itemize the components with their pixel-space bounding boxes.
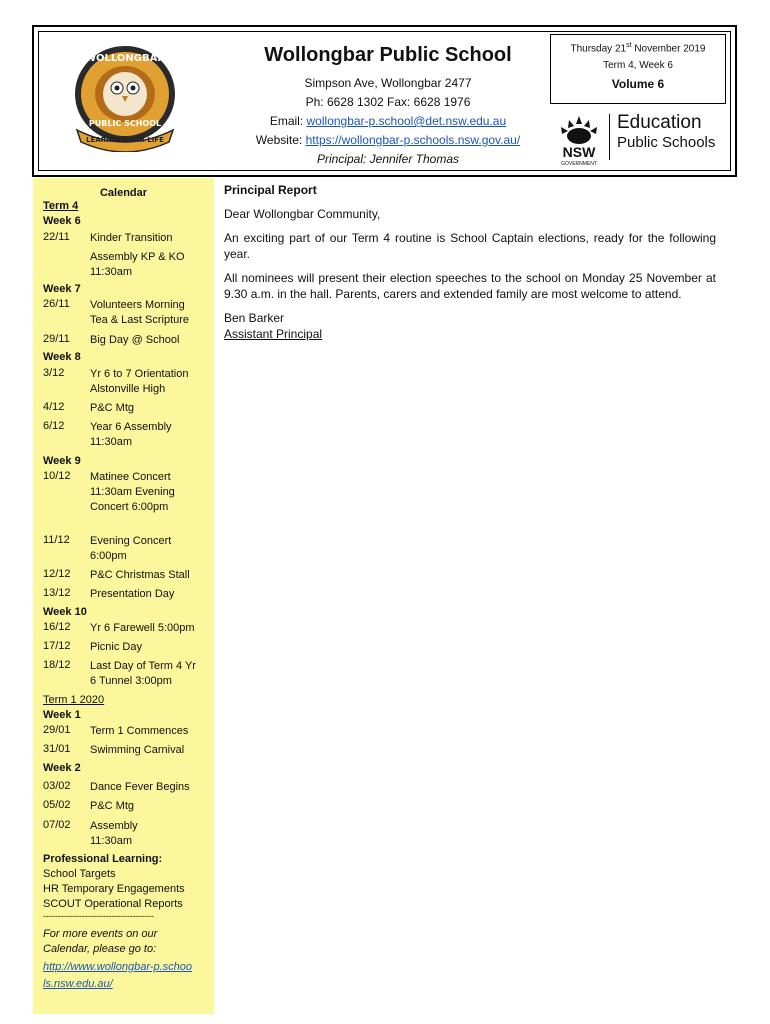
calendar-sidebar: [33, 178, 214, 1014]
event-date: 11/12: [43, 534, 70, 546]
school-name: Wollongbar Public School: [264, 44, 512, 66]
event-text: Assembly KP & KO 11:30am: [90, 251, 185, 278]
issue-info-box: [550, 34, 726, 104]
education-line1: Education: [617, 112, 702, 133]
week-heading: Week 10: [43, 606, 87, 618]
education-text: [617, 112, 715, 152]
event-text: P&C Mtg: [90, 800, 135, 812]
nsw-gov-text: GOVERNMENT: [561, 161, 597, 167]
email-label: Email:: [269, 114, 307, 128]
signoff-title: Assistant Principal: [224, 327, 323, 341]
event-text: P&C Christmas Stall: [90, 569, 190, 581]
event-date: 18/12: [43, 659, 71, 671]
event-text: Last Day of Term 4 Yr 6 Tunnel 3:00pm: [90, 660, 196, 687]
event-date: 29/01: [43, 724, 71, 736]
logo-motto: LEARNING FOR LIFE: [86, 136, 164, 144]
event-text: Year 6 Assembly 11:30am: [90, 421, 172, 448]
issue-volume: Volume 6: [611, 77, 665, 92]
divider-line: -------------------------------------: [43, 911, 154, 921]
week-heading: Week 1: [43, 709, 81, 721]
waratah-icon: [551, 112, 607, 168]
report-paragraph: An exciting part of our Term 4 routine is School Captain elections, ready for the following year.: [224, 231, 716, 261]
event-date: 10/12: [43, 470, 71, 482]
email-link[interactable]: wollongbar-p.school@det.nsw.edu.au: [306, 114, 507, 128]
event-date: 29/11: [43, 333, 70, 345]
nsw-text: NSW: [562, 144, 596, 160]
event-text: Yr 6 to 7 Orientation Alstonville High: [90, 368, 189, 395]
event-date: 17/12: [43, 640, 71, 652]
event-date: 4/12: [43, 401, 65, 413]
event-text: P&C Mtg: [90, 402, 135, 414]
event-text: Yr 6 Farewell 5:00pm: [90, 622, 195, 634]
week-heading: Week 7: [43, 283, 81, 295]
logo-text-bottom: PUBLIC SCHOOL: [88, 119, 162, 128]
school-email-line: [209, 114, 567, 128]
education-line2: Public Schools: [617, 134, 716, 151]
event-date: 12/12: [43, 568, 71, 580]
school-address: Simpson Ave, Wollongbar 2477: [304, 76, 472, 90]
week-heading: Week 8: [43, 351, 81, 363]
principal-name: Principal: Jennifer Thomas: [316, 152, 460, 166]
term1-heading: Term 1 2020: [43, 694, 105, 706]
event-text: Assembly 11:30am: [90, 820, 138, 847]
calendar-title: Calendar: [99, 187, 148, 199]
professional-learning-title: Professional Learning:: [43, 853, 163, 865]
event-date: 13/12: [43, 587, 71, 599]
week-heading: Week 6: [43, 215, 81, 227]
event-date: 05/02: [43, 799, 71, 811]
event-text: Presentation Day: [90, 588, 175, 600]
report-title: Principal Report: [224, 183, 317, 197]
newsletter-header: [32, 25, 737, 177]
event-text: Dance Fever Begins: [90, 781, 190, 793]
logo-divider: [609, 114, 610, 160]
issue-date: Thursday 21st November 2019: [570, 42, 706, 55]
event-text: Picnic Day: [90, 641, 142, 653]
event-date: 16/12: [43, 621, 71, 633]
issue-term-week: Term 4, Week 6: [603, 60, 673, 72]
event-text: Volunteers Morning Tea & Last Scripture: [90, 299, 190, 326]
header-inner-border: [38, 31, 731, 171]
website-link[interactable]: https://wollongbar-p.schools.nsw.gov.au/: [305, 133, 521, 147]
signoff-name: Ben Barker: [224, 311, 285, 325]
school-crest-logo: [67, 42, 183, 152]
term4-heading: Term 4: [43, 200, 79, 212]
event-text: Kinder Transition: [90, 232, 173, 244]
week-heading: Week 9: [43, 455, 81, 467]
more-events-text: For more events on our Calendar, please go to:: [43, 928, 158, 955]
event-date: 6/12: [43, 420, 65, 432]
school-website-line: [209, 133, 567, 147]
report-greeting: Dear Wollongbar Community,: [224, 207, 381, 221]
event-date: 3/12: [43, 367, 65, 379]
logo-text-top: WOLLONGBAR: [84, 53, 166, 64]
website-label: Website:: [255, 133, 306, 147]
event-text: Evening Concert 6:00pm: [90, 535, 172, 562]
pl-item: HR Temporary Engagements: [43, 883, 185, 895]
report-paragraph: All nominees will present their election speeches to the school on Monday 25 November at 9.30 a.m. in the hall. Parents, carers and extended family are most welcome to attend.: [224, 271, 716, 301]
school-phone-fax: Ph: 6628 1302 Fax: 6628 1976: [305, 95, 471, 109]
event-text: Term 1 Commences: [90, 725, 189, 737]
principal-report: [224, 182, 716, 342]
event-date: 26/11: [43, 298, 70, 310]
more-events-link[interactable]: http://www.wollongbar-p.schools.nsw.edu.au/: [43, 961, 192, 990]
pl-item: SCOUT Operational Reports: [43, 898, 183, 910]
event-text: Matinee Concert 11:30am Evening Concert 6:00pm: [90, 471, 175, 513]
event-date: 07/02: [43, 819, 71, 831]
pl-item: School Targets: [43, 868, 116, 880]
event-text: Big Day @ School: [90, 334, 180, 346]
event-text: Swimming Carnival: [90, 744, 185, 756]
event-date: 03/02: [43, 780, 71, 792]
week-heading: Week 2: [43, 762, 81, 774]
event-date: 22/11: [43, 231, 70, 243]
nsw-education-logo: [551, 112, 731, 172]
event-date: 31/01: [43, 743, 71, 755]
